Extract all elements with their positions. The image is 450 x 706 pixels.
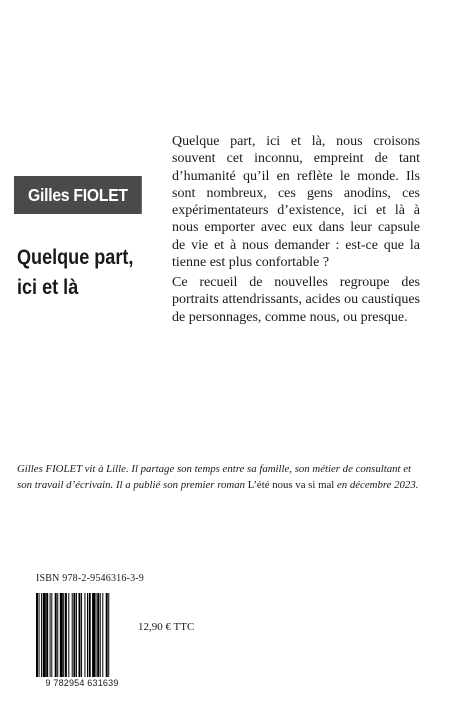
book-title — [17, 243, 137, 303]
barcode-icon — [36, 593, 130, 677]
bio-text-2: en décembre 2023. — [334, 479, 419, 491]
book-title-line-2: ici et là — [17, 276, 79, 299]
book-title-line-1: Quelque part, — [17, 246, 134, 269]
author-name: Gilles FIOLET — [28, 184, 128, 205]
price-label: 12,90 € TTC — [138, 621, 195, 633]
author-bio — [17, 461, 425, 493]
blurb-paragraph-2: Ce recueil de nouvelles regroupe des portraits attendrissants, acides ou caustiques de personnages, comme nous, ou presque. — [172, 275, 420, 325]
blurb-paragraph-1: Quelque part, ici et là, nous croisons souvent cet inconnu, empreint de tant d’humanité qu’il en reflète le monde. Ils sont nombreux, ces gens anodins, ces expérimentateurs d’existence, ici et là à nous emporter avec eux dans leur capsule de vie et à nous demander : est-ce que la tienne est plus confortable ? — [172, 134, 420, 271]
isbn-label: ISBN 978-2-9546316-3-9 — [36, 573, 145, 584]
bio-book-title: L’été nous va si mal — [247, 479, 335, 491]
barcode-number: 9 782954 631639 — [45, 678, 119, 688]
author-name-box — [14, 176, 142, 214]
bio-text-1: Gilles FIOLET vit à Lille. Il partage son temps entre sa famille, son métier de consultant et son travail d’écrivain. Il a publié son premier roman — [17, 463, 412, 491]
